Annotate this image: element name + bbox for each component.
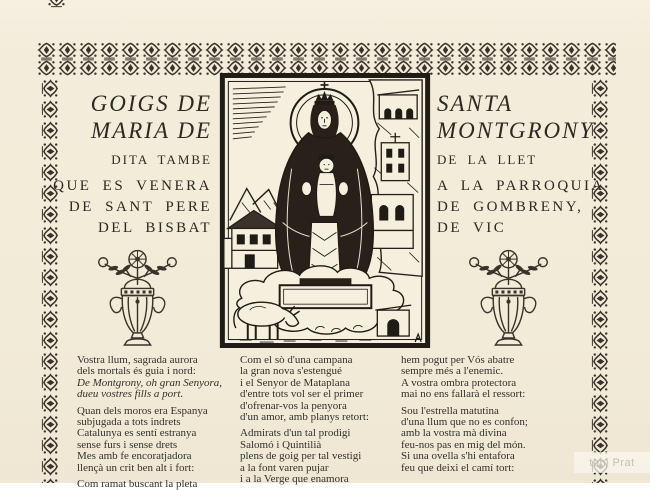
title-line: SANTA — [437, 91, 514, 116]
verse-line: i a la Verge que enamora — [240, 473, 349, 486]
flower-vase-right-icon — [461, 244, 556, 345]
verse-line: hem pogut per Vós abatre — [401, 354, 515, 366]
title-line: MARIA DE — [91, 118, 212, 143]
verse-column-1 — [77, 355, 239, 490]
title-line: MONTGRONY — [437, 118, 595, 143]
dedication-line: DEL BISBAT — [97, 220, 212, 236]
title-block-left — [36, 90, 212, 239]
verse-line: Com ramat buscant la pleta — [77, 478, 198, 490]
verse-line: mai no ens fallarà el ressort: — [401, 388, 526, 401]
verse-line: d'entre tots vol ser el primer — [240, 388, 364, 401]
verse-column-3 — [401, 355, 567, 474]
verse-line: sempre més a l'enemic. — [401, 365, 504, 378]
verse-line: Catalunya es sentí estranya — [77, 427, 197, 440]
verse-line: subjugada a tots indrets — [77, 416, 181, 429]
ornament-fragment-top — [46, 0, 67, 7]
subtitle: DE LA LLET — [437, 152, 538, 167]
verse-line: Mes amb fe encoratjadora — [77, 450, 192, 463]
verse-column-2 — [240, 355, 400, 485]
verse-line: sense furs i sense drets — [77, 438, 178, 451]
verse-line: Si una ovella s'hi entafora — [401, 450, 515, 463]
verse-line: Vostra llum, sagrada aurora — [77, 354, 198, 366]
verse-line: Quan dels moros era Espanya — [77, 404, 208, 417]
dedication-line: DE VIC — [437, 220, 507, 236]
dedication-left — [36, 176, 212, 239]
verse-line: dels mortals és guia i nord: — [77, 365, 196, 378]
verse-line: Salomó i Quintilià — [240, 438, 322, 451]
dedication-line: DE SANT PERE — [68, 199, 212, 215]
verse-line: A vostra ombra protectora — [401, 376, 517, 389]
verse-line: amb la vostra mà divina — [401, 427, 507, 440]
title-line: GOIGS DE — [90, 91, 212, 116]
dedication-line: DE GOMBRENY, — [437, 199, 584, 215]
madonna-woodcut-illustration — [219, 73, 431, 348]
verse-line: d'un amor, amb planys retort: — [240, 411, 369, 424]
verse-line: Sou l'estrella matutina — [401, 404, 499, 417]
verse-line: dueu vostres fills a port. — [77, 388, 184, 401]
verse-line: De Montgrony, oh gran Senyora, — [77, 376, 223, 389]
title-block-right — [437, 90, 613, 239]
collection-watermark: toni Prat — [574, 452, 650, 473]
dedication-line: A LA PARROQUIA — [437, 178, 605, 194]
verse-line: d'ofrenar-vos la penyora — [240, 399, 347, 412]
verse-line: i el Senyor de Mataplana — [240, 376, 350, 389]
verse-line: Admirats d'un tal prodigi — [240, 427, 351, 440]
dedication-line: QUE ES VENERA — [53, 178, 212, 194]
verse-line: d'una llum que no es confon; — [401, 416, 528, 429]
dedication-right — [437, 176, 613, 239]
subtitle: DITA TAMBE — [111, 152, 212, 167]
flower-vase-left-icon — [90, 244, 185, 345]
verse-line: plens de goig per tal vestigi — [240, 450, 362, 463]
verse-line: la gran nova s'estengué — [240, 365, 342, 378]
verse-line: feu que deixi el camí tort: — [401, 461, 515, 474]
verse-line: a la font varen pujar — [240, 461, 329, 474]
verse-line: llençà un crit ben alt i fort: — [77, 461, 195, 474]
ornamental-border-top — [36, 41, 616, 77]
verse-line: feu-nos pas en mig del món. — [401, 438, 526, 451]
verse-line: Com el sò d'una campana — [240, 354, 353, 366]
